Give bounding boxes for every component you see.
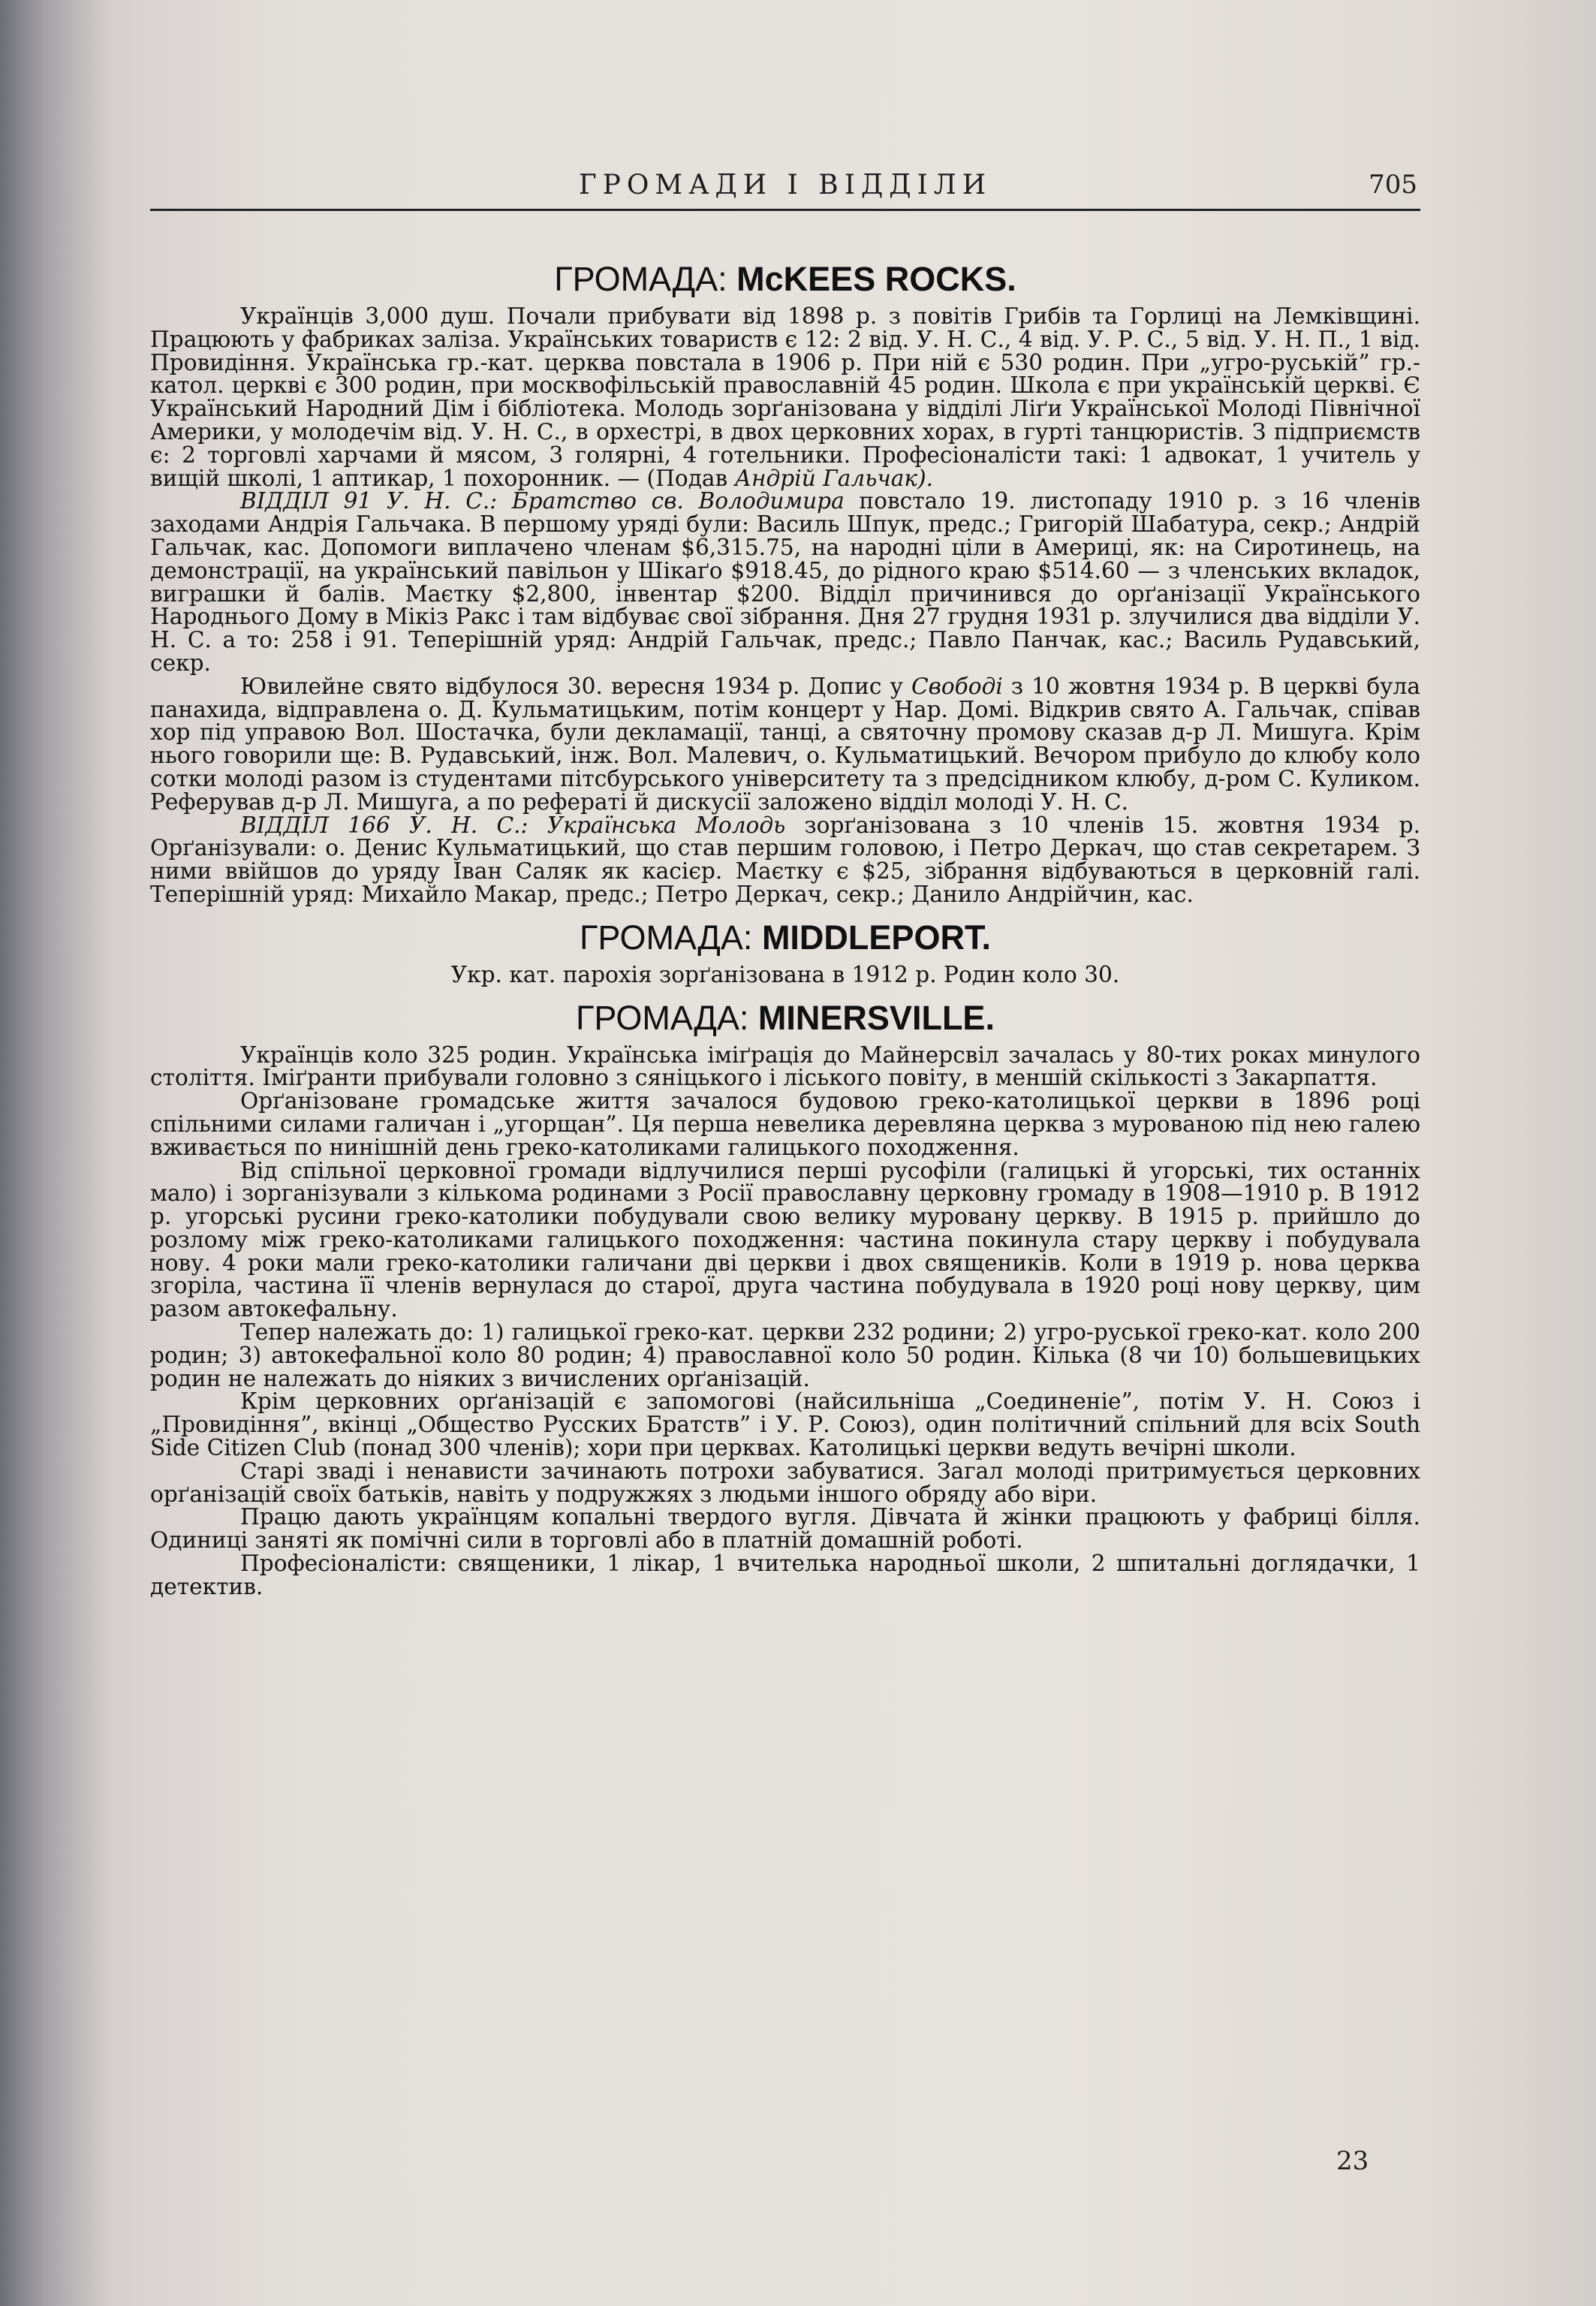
paragraph-italic: ВІДДІЛ 166 У. Н. С.: Українська Молодь xyxy=(240,812,786,838)
heading-place: MINERSVILLE. xyxy=(757,998,995,1037)
paragraph: Укр. кат. парохія зорґанізована в 1912 р. Родин коло 30. xyxy=(450,961,1120,987)
page-number: 705 xyxy=(1369,170,1417,200)
paragraph-text: Українців 3,000 душ. Почали прибувати від 1898 р. з повітів Грибів та Горлиці на Лемківщині. Працюють у фабриках заліза. Українських товариств є 12: 2 від. У. Н. С., 4 від. У. Р. С., 5 від. У. Н. П., 1 від. Провидіння. Українська гр.-кат. церква повстала в 1906 р. При ній є 530 родин. При „угро-руській” гр.-катол. церкві є 300 родин, при москвофільській православній 45 родин. Школа є при українській церкві. Є Український Народний Дім і бібліотека. Молодь зорґанізована у відділі Ліґи Української Молоді Північної Америки, у молодечім від. У. Н. С., в орхестрі, в двох церковних хорах, в гурті танцюристів. З підприємств є: 2 торговлі харчами й мясом, 3 голярні, 4 готельники. Професіоналісти такі: 1 адвокат, 1 учитель у вищій школі, 1 аптикар, 1 похоронник. — (Подав xyxy=(150,303,1420,491)
heading-prefix: ГРОМАДА: xyxy=(576,998,758,1037)
paragraph: Українців коло 325 родин. Українська іміґрація до Майнерсвіл зачалась у 80-тих роках минулого століття. Іміґранти прибували головно з сяніцького і ліського повіту, в меншій скількості з Закарпаття. xyxy=(150,1041,1420,1091)
paragraph: Старі зваді і ненависти зачинають потрохи забуватися. Загал молоді притримується церковних орґанізацій своїх батьків, навіть у подружжях з людьми іншого обряду або віри. xyxy=(150,1457,1420,1507)
heading-place: McKEES ROCKS. xyxy=(736,260,1016,298)
paragraph-italic: Андрій Гальчак). xyxy=(727,465,934,491)
paragraph xyxy=(150,675,1420,814)
section-middleport xyxy=(150,915,1420,987)
page-body xyxy=(150,248,1420,1599)
section-heading xyxy=(150,257,1420,302)
page-header xyxy=(150,167,1420,211)
section-minersville xyxy=(150,996,1420,1599)
paragraph-text: повстало 19. листопаду 1910 р. з 16 членів заходами Андрія Гальчака. В першому уряді були: Василь Шпук, предс.; Григорій Шабатура, секр.; Андрій Гальчак, кас. Допомоги виплачено членам $6,315.75, на народні ціли в Америці, як: на Сиротинець, на демонстрації, на український павільон у Шікаґо $918.45, до рідного краю $514.60 — з членських вкладок, виграшки й балів. Маєтку $2,800, інвентар $200. Відділ причинився до орґанізації Українського Народнього Дому в Мікіз Ракс і там відбуває свої зібрання. Дня 27 грудня 1931 р. злучилися два відділи У. Н. С. а то: 258 і 91. Теперішній уряд: Андрій Гальчак, предс.; Павло Панчак, кас.; Василь Рудавський, секр. xyxy=(150,488,1420,676)
paragraph xyxy=(150,490,1420,674)
paragraph: Крім церковних орґанізацій є запомогові (найсильніша „Соединеніе”, потім У. Н. Союз і „Провидіння”, вкінці „Общество Русских Братств” і У. Р. Союз), один політичний спільний для всіх South Side Citizen Club (понад 300 членів); хори при церквах. Католицькі церкви ведуть вечірні школи. xyxy=(150,1388,1420,1461)
paragraph xyxy=(150,305,1420,490)
section-heading xyxy=(150,915,1420,960)
running-title: ГРОМАДИ І ВІДДІЛИ xyxy=(578,170,992,200)
paragraph: Професіоналісти: священики, 1 лікар, 1 вчителька народньої школи, 2 шпитальні доглядачки, 1 детектив. xyxy=(150,1551,1420,1599)
section-heading xyxy=(150,996,1420,1041)
paragraph: Від спільної церковної громади відлучилися перші русофіли (галицькі й угорські, тих останніх мало) і зорганізували з кількома родинами з Росії православну церковну громаду в 1908—1910 р. В 1912 р. угорські русини греко-католики побудували свою велику муровану церкву. В 1915 р. прийшло до розлому між греко-католиками галицького походження: частина покинула стару церкву і побудувала нову. 4 роки мали греко-католики галичани дві церкви і двох священиків. Коли в 1919 р. нова церква згоріла, частина її членів вернулася до старої, друга частина побудувала в 1920 році нову церкву, цим разом автокефальну. xyxy=(150,1157,1420,1322)
paragraph-text: Ювилейне свято відбулося 30. вересня 1934 р. Допис у xyxy=(240,673,911,699)
paragraph-italic: Свободі xyxy=(911,673,1003,699)
paragraph: Тепер належать до: 1) галицької греко-кат. церкви 232 родини; 2) угро-руської греко-кат. коло 200 родин; 3) автокефальної коло 80 родин; 4) православної коло 50 родин. Кілька (8 чи 10) большевицьких родин не належать до ніяких з вичислених орґанізацій. xyxy=(150,1319,1420,1391)
paragraph: Працю дають українцям копальні твердого вугля. Дівчата й жінки працюють у фабриці білля. Одиниці заняті як помічні сили в торговлі або в платній домашній роботі. xyxy=(150,1504,1420,1554)
heading-place: MIDDLEPORT. xyxy=(761,918,991,957)
paragraph: Орґанізоване громадське життя зачалося будовою греко-католицької церкви в 1896 році спільними силами галичан і „угорщан”. Ця перша невелика деревляна церква з мурованою під нею галею вживається по нинішній день греко-католиками галицького походження. xyxy=(150,1088,1420,1160)
signature-mark: 23 xyxy=(1336,2146,1369,2176)
paragraph-italic: ВІДДІЛ 91 У. Н. С.: Братство св. Володимира xyxy=(240,488,845,514)
heading-prefix: ГРОМАДА: xyxy=(554,260,737,298)
heading-prefix: ГРОМАДА: xyxy=(580,918,762,957)
section-mckees-rocks xyxy=(150,257,1420,906)
paragraph xyxy=(150,814,1420,906)
paragraph-text: зорґанізована з 10 членів 15. жовтня 1934 р. Орґанізували: о. Денис Кульматицький, що став першим головою, і Петро Деркач, що став секретарем. З ними ввійшов до уряду Іван Саляк як касієр. Маєтку є $25, зібрання відбуваються в церковній галі. Теперішній уряд: Михайло Макар, предс.; Петро Деркач, секр.; Данило Андрійчин, кас. xyxy=(150,812,1420,907)
paragraph-text: з 10 жовтня 1934 р. В церкві була панахида, відправлена о. Д. Кульматицьким, потім концерт у Нар. Домі. Відкрив свято А. Гальчак, співав хор під управою Вол. Шостачка, були декламації, танці, а святочну промову сказав д-р Л. Мишуга. Крім нього говорили ще: В. Рудавський, інж. Вол. Малевич, о. Кульматицький. Вечором прибуло до клюбу коло сотки молоді разом із студентами пітсбурського університету та з предсідником клюбу, д-ром С. Куликом. Реферував д-р Л. Мишуга, а по рефераті й дискусії заложено відділ молоді У. Н. С. xyxy=(150,673,1421,815)
